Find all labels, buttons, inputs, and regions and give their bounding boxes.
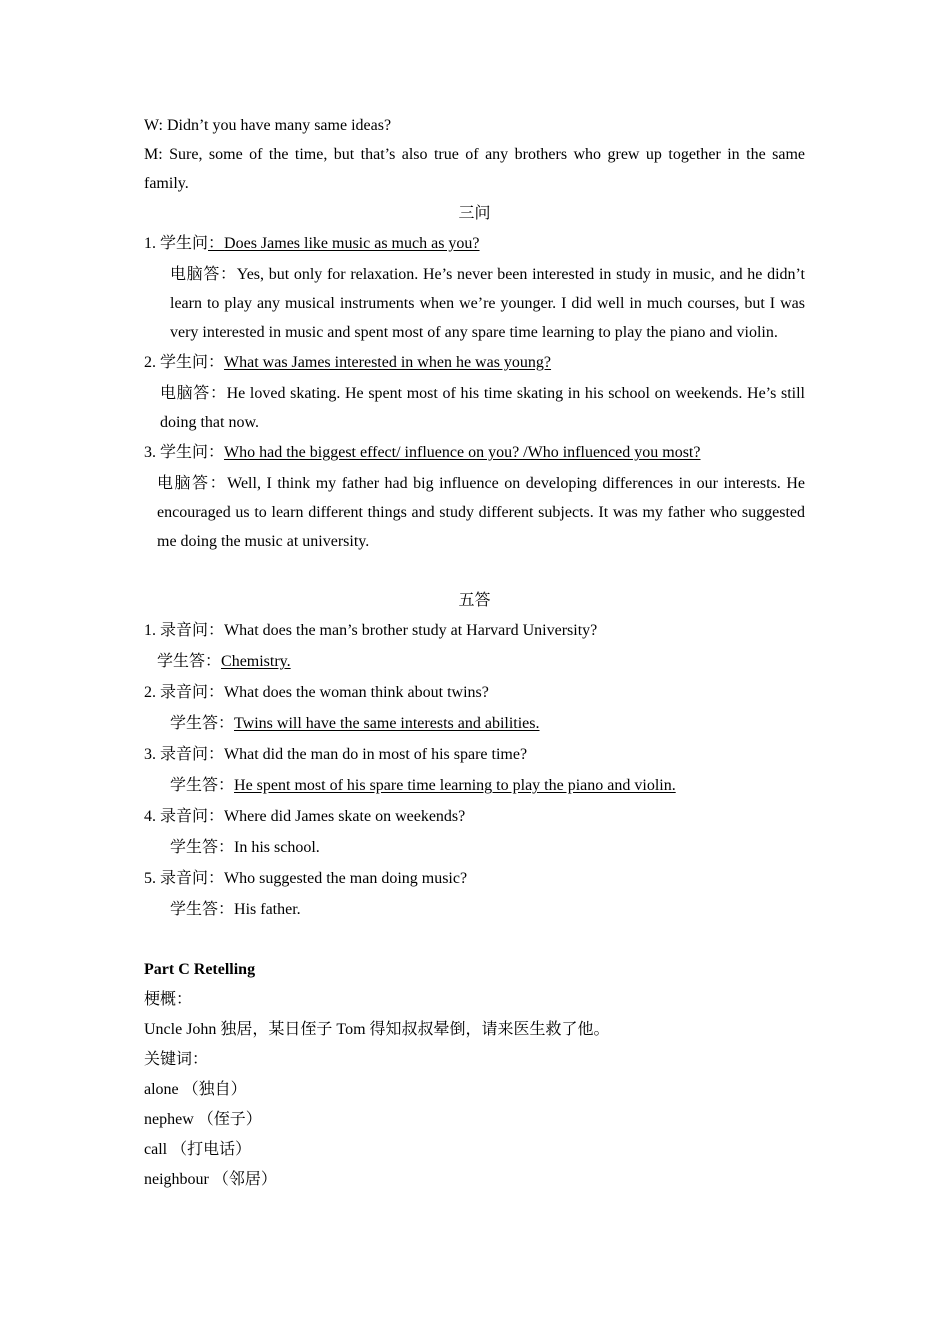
s3-question-2 [144, 348, 805, 377]
s3-answer-2 [144, 379, 805, 437]
dialogue-m-line: M: Sure, some of the time, but that’s also true of any brothers who grew up together in the same family. [144, 146, 805, 192]
s3-question-3-num: 3. 学生问： [144, 444, 225, 461]
dialogue-w-line: W: Didn’t you have many same ideas? [144, 117, 392, 134]
s3-answer-3-label: 电脑答： [157, 475, 228, 492]
part-c-keywords-label: 关键词： [144, 1051, 209, 1068]
s3-question-1-text: Does James like music as much as you? [224, 235, 480, 252]
s3-answer-2-label: 电脑答： [160, 385, 227, 402]
keyword-item: neighbour （邻居） [144, 1171, 277, 1188]
s3-question-2-num: 2. 学生问： [144, 354, 225, 371]
s3-question-1-sep: ： [208, 235, 225, 252]
s5-question-5-num: 5. 录音问： [144, 870, 225, 887]
s5-answer-4-text: In his school. [234, 839, 320, 856]
s5-answer-4 [144, 832, 805, 863]
section-three-heading: 三问 [458, 205, 491, 222]
s5-question-2-text: What does the woman think about twins? [224, 684, 489, 701]
s5-answer-4-label: 学生答： [170, 839, 235, 856]
s5-answer-3 [144, 770, 805, 801]
s5-question-2-num: 2. 录音问： [144, 684, 225, 701]
s5-answer-1-text: Chemistry. [221, 653, 291, 670]
s5-question-1 [144, 615, 805, 646]
s5-answer-2-text: Twins will have the same interests and abilities. [234, 715, 540, 732]
section-gap [144, 925, 805, 955]
s3-answer-3-text: Well, I think my father had big influence on developing differences in our interests. He encouraged us to learn different things and study different subjects. It was my father who suggested me doing the music at university. [157, 475, 805, 550]
s5-question-3 [144, 739, 805, 770]
s3-answer-2-text: He loved skating. He spent most of his time skating in his school on weekends. He’s still doing that now. [160, 385, 805, 431]
s3-question-1 [144, 229, 805, 258]
s5-question-5-text: Who suggested the man doing music? [224, 870, 468, 887]
s5-question-4-text: Where did James skate on weekends? [224, 808, 466, 825]
s3-answer-1 [144, 260, 805, 347]
s5-question-4-num: 4. 录音问： [144, 808, 225, 825]
s5-question-2 [144, 677, 805, 708]
s3-answer-1-text: Yes, but only for relaxation. He’s never been interested in study in music, and he didn’t learn to play any musical instruments when we’re younger. I did well in much courses, but I was very interested in music and spent most of any spare time learning to play the piano and violin. [170, 266, 805, 341]
s5-answer-5-text: His father. [234, 901, 301, 918]
s5-answer-3-text: He spent most of his spare time learning to play the piano and violin. [234, 777, 676, 794]
keyword-item: nephew （侄子） [144, 1111, 262, 1128]
s3-question-3 [144, 438, 805, 467]
part-c-summary-label: 梗概： [144, 991, 193, 1008]
s5-question-3-text: What did the man do in most of his spare time? [224, 746, 528, 763]
s3-answer-3 [144, 469, 805, 556]
s5-answer-2-label: 学生答： [170, 715, 235, 732]
s5-question-3-num: 3. 录音问： [144, 746, 225, 763]
s5-answer-1 [144, 646, 805, 677]
s3-question-1-num: 1. 学生问 [144, 235, 209, 252]
part-c-summary: Uncle John 独居，某日侄子 Tom 得知叔叔晕倒，请来医生救了他。 [144, 1021, 610, 1038]
s5-question-1-num: 1. 录音问： [144, 622, 225, 639]
s3-answer-1-label: 电脑答： [170, 266, 237, 283]
s5-answer-5-label: 学生答： [170, 901, 235, 918]
s5-answer-5 [144, 894, 805, 925]
s5-answer-3-label: 学生答： [170, 777, 235, 794]
s5-question-1-text: What does the man’s brother study at Harvard University? [224, 622, 598, 639]
keyword-item: alone （独自） [144, 1081, 247, 1098]
document-content [144, 111, 805, 1194]
section-five-heading: 五答 [458, 592, 491, 609]
s5-answer-2 [144, 708, 805, 739]
s5-question-5 [144, 863, 805, 894]
section-gap [144, 556, 805, 586]
s5-answer-1-label: 学生答： [157, 653, 222, 670]
s3-question-3-text: Who had the biggest effect/ influence on you? /Who influenced you most? [224, 444, 701, 461]
keyword-item: call （打电话） [144, 1141, 252, 1158]
part-c-title: Part C Retelling [144, 961, 256, 978]
s5-question-4 [144, 801, 805, 832]
s3-question-2-text: What was James interested in when he was young? [224, 354, 552, 371]
